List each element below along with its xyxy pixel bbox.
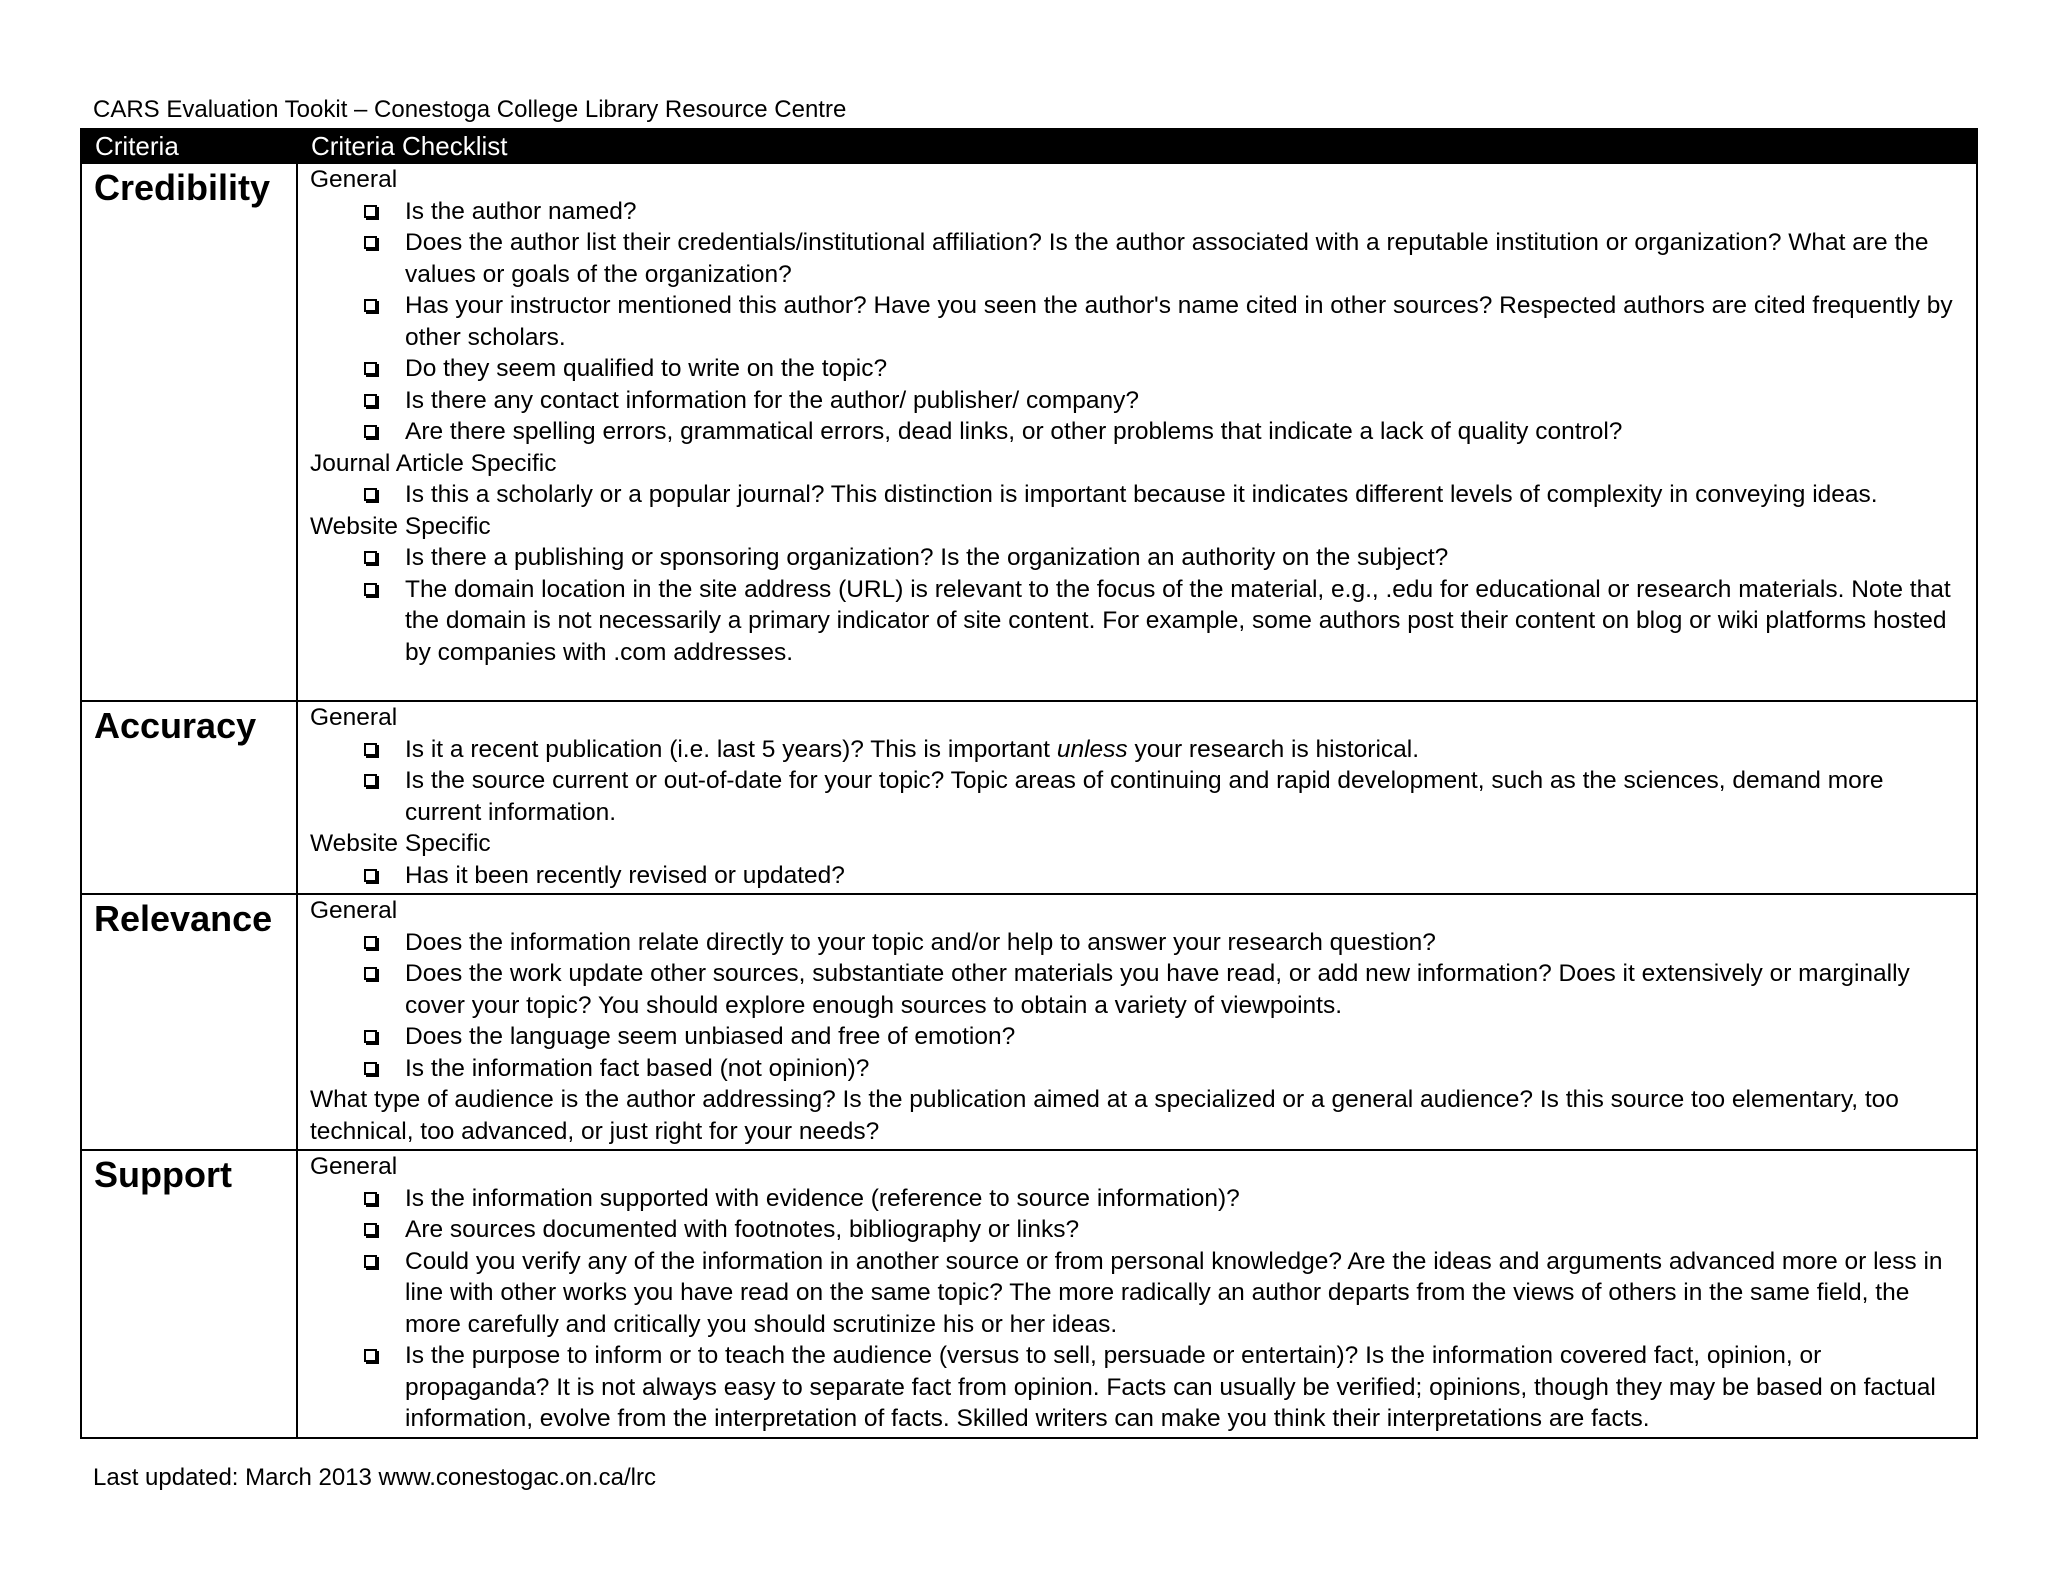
checklist-credibility: [297, 163, 1977, 701]
section-heading-journal-article: Journal Article Specific: [310, 449, 557, 477]
checkbox-icon: [364, 936, 377, 949]
checklist-item: Are there spelling errors, grammatical errors, dead links, or other problems that indicate a lack of quality control?: [405, 416, 1960, 448]
document-title: CARS Evaluation Tookit – Conestoga College Library Resource Centre: [93, 96, 847, 123]
checkbox-icon: [364, 362, 377, 375]
checkbox-icon: [364, 551, 377, 564]
checklist-item: Could you verify any of the information in another source or from personal knowledge? Are the ideas and arguments advanced more or less in line with other works you have read on the same topic? The more radically an author departs from the views of others in the same field, the more carefully and critically you should scrutinize his or her ideas.: [405, 1246, 1960, 1341]
checkbox-icon: [364, 1062, 377, 1075]
checkbox-icon: [364, 743, 377, 756]
criteria-credibility: Credibility: [81, 163, 297, 701]
checklist-item: Does the work update other sources, substantiate other materials you have read, or add new information? Does it extensively or marginally cover your topic? You should explore enough sources to obtain a variety of viewpoints.: [405, 958, 1960, 1021]
table-header-row: [81, 129, 1977, 163]
criteria-relevance: Relevance: [81, 894, 297, 1150]
checkbox-icon: [364, 1349, 377, 1362]
checkbox-icon: [364, 205, 377, 218]
emphasis-unless: unless: [1056, 735, 1128, 763]
checkbox-icon: [364, 967, 377, 980]
row-accuracy: [81, 701, 1977, 894]
checkbox-icon: [364, 1223, 377, 1236]
checkbox-icon: [364, 583, 377, 596]
checkbox-icon: [364, 488, 377, 501]
checklist-accuracy: [297, 701, 1977, 894]
header-criteria-checklist: Criteria Checklist: [297, 129, 1977, 163]
checkbox-icon: [364, 394, 377, 407]
checklist-item: Does the information relate directly to your topic and/or help to answer your research question?: [405, 927, 1960, 959]
section-heading-general: General: [310, 897, 398, 924]
checklist-item: Is the information fact based (not opinion)?: [405, 1053, 1960, 1085]
checklist-relevance: [297, 894, 1977, 1150]
section-heading-general: General: [310, 1153, 398, 1180]
checklist-item: Is there a publishing or sponsoring organization? Is the organization an authority on the subject?: [405, 542, 1960, 574]
checklist-item: Do they seem qualified to write on the topic?: [405, 353, 1960, 385]
checkbox-icon: [364, 1030, 377, 1043]
checkbox-icon: [364, 1255, 377, 1268]
cars-criteria-table: [80, 128, 1978, 1439]
checkbox-icon: [364, 774, 377, 787]
checklist-item: Has your instructor mentioned this author? Have you seen the author's name cited in other sources? Respected authors are cited frequently by other scholars.: [405, 290, 1960, 353]
checklist-item: Is the source current or out-of-date for your topic? Topic areas of continuing and rapid development, such as the sciences, demand more current information.: [405, 765, 1960, 828]
checkbox-icon: [364, 299, 377, 312]
criteria-support: Support: [81, 1150, 297, 1438]
checkbox-icon: [364, 1192, 377, 1205]
checklist-item: Is this a scholarly or a popular journal? This distinction is important because it indicates different levels of complexity in conveying ideas.: [405, 479, 1960, 511]
row-relevance: [81, 894, 1977, 1150]
checklist-item: Has it been recently revised or updated?: [405, 860, 1960, 892]
checklist-item: The domain location in the site address (URL) is relevant to the focus of the material, e.g., .edu for educational or research materials. Note that the domain is not necessarily a primary indicator of site content. For example, some authors post their content on blog or wiki platforms hosted by companies with .com addresses.: [405, 574, 1960, 669]
audience-paragraph: What type of audience is the author addressing? Is the publication aimed at a specialized or a general audience? Is this source too elementary, too technical, too advanced, or just right for your needs?: [310, 1086, 1899, 1145]
checklist-item: Is the information supported with evidence (reference to source information)?: [405, 1183, 1960, 1215]
checkbox-icon: [364, 869, 377, 882]
row-support: [81, 1150, 1977, 1438]
checklist-item: Is the author named?: [405, 196, 1960, 228]
checklist-item: Does the author list their credentials/institutional affiliation? Is the author associated with a reputable institution or organization? What are the values or goals of the organization?: [405, 227, 1960, 290]
footer-last-updated: Last updated: March 2013 www.conestogac.on.ca/lrc: [93, 1464, 656, 1491]
section-heading-general: General: [310, 704, 398, 731]
checklist-item: Is the purpose to inform or to teach the audience (versus to sell, persuade or entertain)? Is the information covered fact, opinion, or propaganda? It is not always easy to separate fact from opinion. Facts can usually be verified; opinions, though they may be based on factual information, evolve from the interpretation of facts. Skilled writers can make you think their interpretations are facts.: [405, 1340, 1960, 1435]
section-heading-website: Website Specific: [310, 512, 491, 540]
criteria-accuracy: Accuracy: [81, 701, 297, 894]
checklist-item: Does the language seem unbiased and free of emotion?: [405, 1021, 1960, 1053]
section-heading-website: Website Specific: [310, 830, 491, 857]
header-criteria: Criteria: [81, 129, 297, 163]
checklist-support: [297, 1150, 1977, 1438]
section-heading-general: General: [310, 166, 398, 193]
row-credibility: [81, 163, 1977, 701]
checklist-item: Is it a recent publication (i.e. last 5 years)? This is important unless your research is historical.: [405, 734, 1960, 766]
checkbox-icon: [364, 236, 377, 249]
checkbox-icon: [364, 425, 377, 438]
checklist-item: Is there any contact information for the author/ publisher/ company?: [405, 385, 1960, 417]
checklist-item: Are sources documented with footnotes, bibliography or links?: [405, 1214, 1960, 1246]
